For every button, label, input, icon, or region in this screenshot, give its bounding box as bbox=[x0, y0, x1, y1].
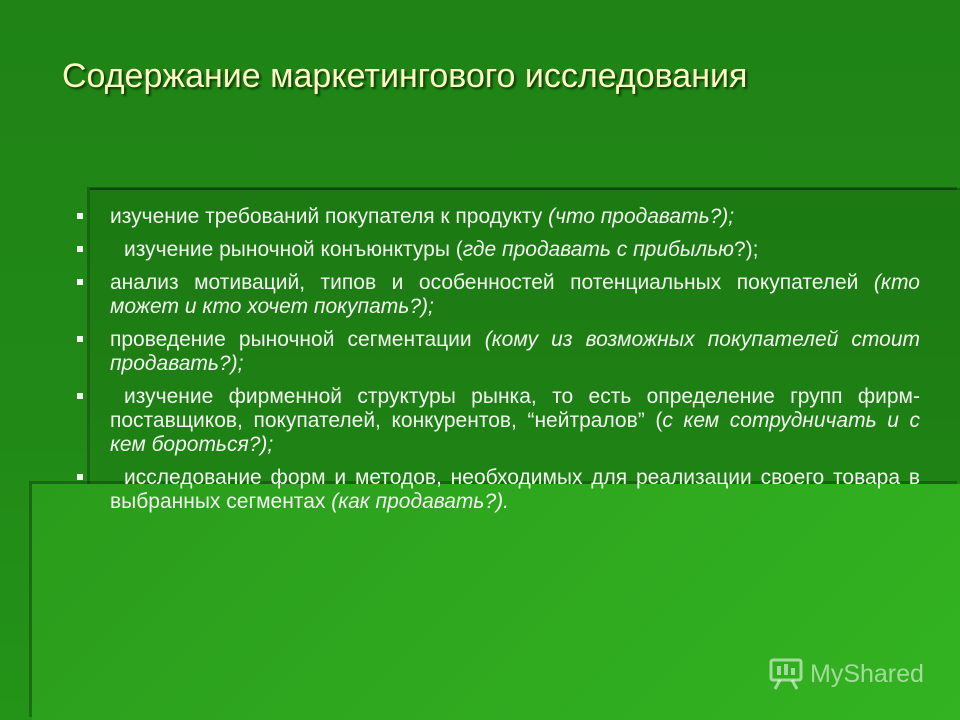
square-bullet-icon bbox=[77, 474, 83, 480]
list-item: анализ мотиваций, типов и особенностей потенциальных покупателей (кто может и кто хочет покупать?); bbox=[70, 271, 920, 319]
list-item: исследование форм и методов, необходимых для реализации своего товара в выбранных сегментах (как продавать?). bbox=[70, 466, 920, 514]
slide-title: Содержание маркетингового исследования bbox=[62, 57, 748, 95]
list-item: изучение фирменной структуры рынка, то есть определение групп фирм-поставщиков, покупателей, конкурентов, “нейтралов” (с кем сотрудничать и с кем бороться?); bbox=[70, 385, 920, 457]
list-item: изучение требований покупателя к продукту (что продавать?); bbox=[70, 205, 920, 229]
square-bullet-icon bbox=[77, 246, 83, 252]
watermark-text: MyShared bbox=[810, 659, 924, 688]
square-bullet-icon bbox=[77, 279, 83, 285]
bullet-list bbox=[70, 205, 920, 523]
square-bullet-icon bbox=[77, 336, 83, 342]
watermark bbox=[768, 656, 924, 692]
list-item: проведение рыночной сегментации (кому из возможных покупателей стоит продавать?); bbox=[70, 328, 920, 376]
square-bullet-icon bbox=[77, 393, 83, 399]
square-bullet-icon bbox=[77, 213, 83, 219]
list-item: изучение рыночной конъюнктуры (где продавать с прибылью?); bbox=[70, 238, 920, 262]
presentation-board-icon bbox=[768, 657, 804, 691]
